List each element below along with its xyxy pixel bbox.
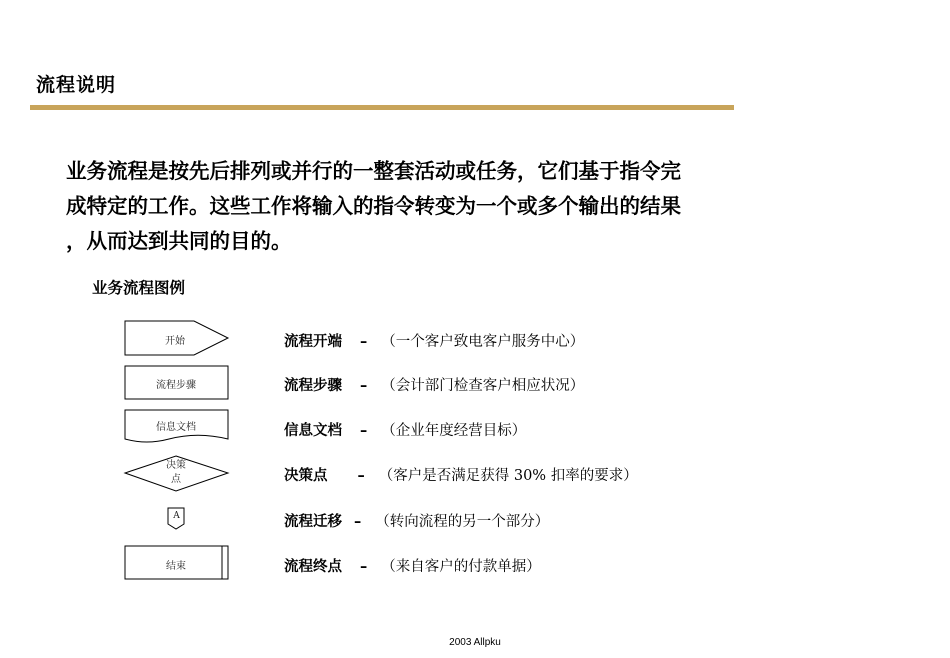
decision-shape-label [146, 459, 206, 487]
legend-term: 流程开端 [284, 334, 342, 350]
paragraph-line: 业务流程是按先后排列或并行的一整套活动或任务，它们基于指令完 [66, 159, 681, 183]
title-underline [30, 105, 734, 110]
decision-label-line: 点 [171, 474, 181, 485]
paragraph-line: ，从而达到共同的目的。 [66, 229, 292, 253]
connector-shape-label: A [173, 511, 180, 521]
legend-dash: – [360, 559, 368, 575]
decision-label-line: 决策 [166, 460, 186, 471]
legend-term: 流程终点 [284, 559, 342, 575]
start-shape-label: 开始 [165, 336, 185, 347]
legend-row-start [284, 330, 584, 351]
intro-paragraph [66, 154, 826, 259]
legend-term: 信息文档 [284, 423, 342, 439]
step-shape-label: 流程步骤 [156, 380, 196, 391]
legend-desc: （转向流程的另一个部分） [375, 514, 550, 530]
legend-desc: （来自客户的付款单据） [381, 559, 541, 575]
legend-title: 业务流程图例 [92, 279, 186, 297]
page-title: 流程说明 [36, 74, 117, 96]
footer-text: 2003 Allpku [449, 637, 501, 648]
legend-row-end [284, 555, 541, 576]
legend-term: 流程迁移 [284, 514, 342, 530]
legend-dash: – [354, 514, 362, 530]
legend-row-step [284, 374, 584, 395]
legend-desc: （企业年度经营目标） [381, 423, 527, 439]
legend-row-connector [284, 510, 549, 531]
legend-dash: – [360, 334, 368, 350]
document-shape-label: 信息文档 [156, 422, 196, 433]
legend-desc: （客户是否满足获得 30% 扣率的要求） [378, 468, 638, 484]
legend-term: 流程步骤 [284, 378, 342, 394]
legend-dash: – [360, 378, 368, 394]
legend-row-decision [284, 464, 638, 485]
legend-term: 决策点 [284, 468, 328, 484]
legend-desc: （会计部门检查客户相应状况） [381, 378, 585, 394]
legend-dash: – [357, 468, 365, 484]
legend-dash: – [360, 423, 368, 439]
end-shape-label: 结束 [166, 561, 186, 572]
legend-desc: （一个客户致电客户服务中心） [381, 334, 585, 350]
legend-row-document [284, 419, 526, 440]
paragraph-line: 成特定的工作。这些工作将输入的指令转变为一个或多个输出的结果 [66, 194, 681, 218]
